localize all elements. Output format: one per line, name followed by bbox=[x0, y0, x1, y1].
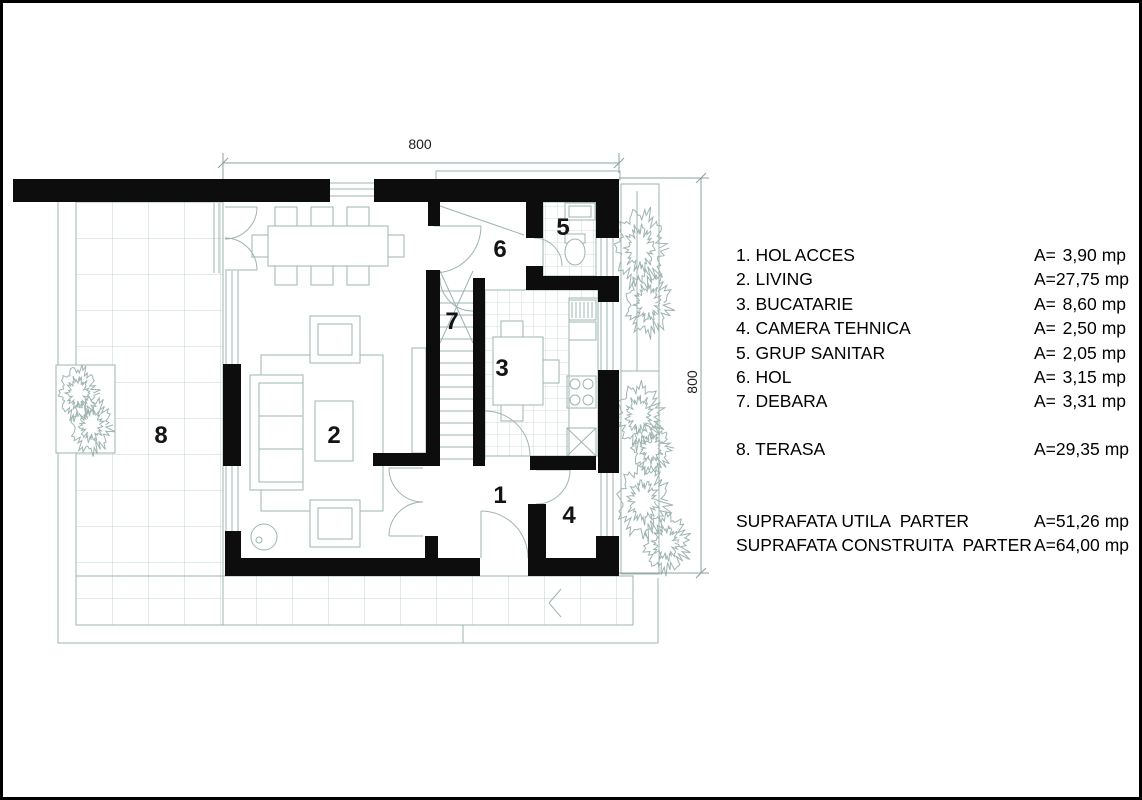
room-label-8: 8 bbox=[154, 422, 168, 449]
dimension-label-right: 800 bbox=[684, 370, 700, 394]
legend-row: 7. DEBARA A= 3,31 mp bbox=[736, 391, 1126, 412]
room4-door bbox=[536, 470, 570, 504]
stairs bbox=[440, 271, 473, 459]
dimension-label-top: 800 bbox=[408, 136, 432, 152]
room-label-3: 3 bbox=[495, 355, 509, 382]
entrance-door bbox=[481, 511, 528, 558]
dining-table bbox=[268, 226, 388, 266]
legend-row: 8. TERASA A= 29,35 mp bbox=[736, 439, 1130, 459]
dining-set bbox=[252, 207, 404, 285]
room-label-4: 4 bbox=[562, 502, 576, 529]
legend-row: 6. HOL A= 3,15 mp bbox=[736, 366, 1126, 387]
legend-row: 1. HOL ACCES A= 3,90 mp bbox=[736, 245, 1126, 265]
legend-row: 2. LIVING A= 27,75 mp bbox=[736, 269, 1130, 290]
plant-pot bbox=[251, 524, 277, 550]
toilet bbox=[565, 239, 585, 265]
room-label-1: 1 bbox=[493, 482, 507, 509]
legend-row: 4. CAMERA TEHNICA A= 2,50 mp bbox=[736, 318, 1126, 339]
legend-total-row: SUPRAFATA CONSTRUITA PARTER A= 64,00 mp bbox=[736, 535, 1130, 555]
room-label-2: 2 bbox=[327, 422, 341, 449]
legend bbox=[736, 243, 1130, 414]
room-label-5: 5 bbox=[556, 214, 570, 241]
legend-row: 3. BUCATARIE A= 8,60 mp bbox=[736, 293, 1126, 314]
hall6-door bbox=[434, 226, 481, 273]
shelf bbox=[412, 348, 426, 453]
legend-totals bbox=[736, 509, 1130, 557]
room-label-6: 6 bbox=[493, 236, 507, 263]
room-label-7: 7 bbox=[445, 308, 459, 335]
legend-terasa bbox=[736, 437, 1130, 461]
terrace-french-door bbox=[225, 207, 257, 239]
legend-row: 5. GRUP SANITAR A= 2,05 mp bbox=[736, 342, 1126, 363]
living-double-door bbox=[389, 468, 423, 536]
legend-total-row: SUPRAFATA UTILA PARTER A= 51,26 mp bbox=[736, 511, 1130, 531]
